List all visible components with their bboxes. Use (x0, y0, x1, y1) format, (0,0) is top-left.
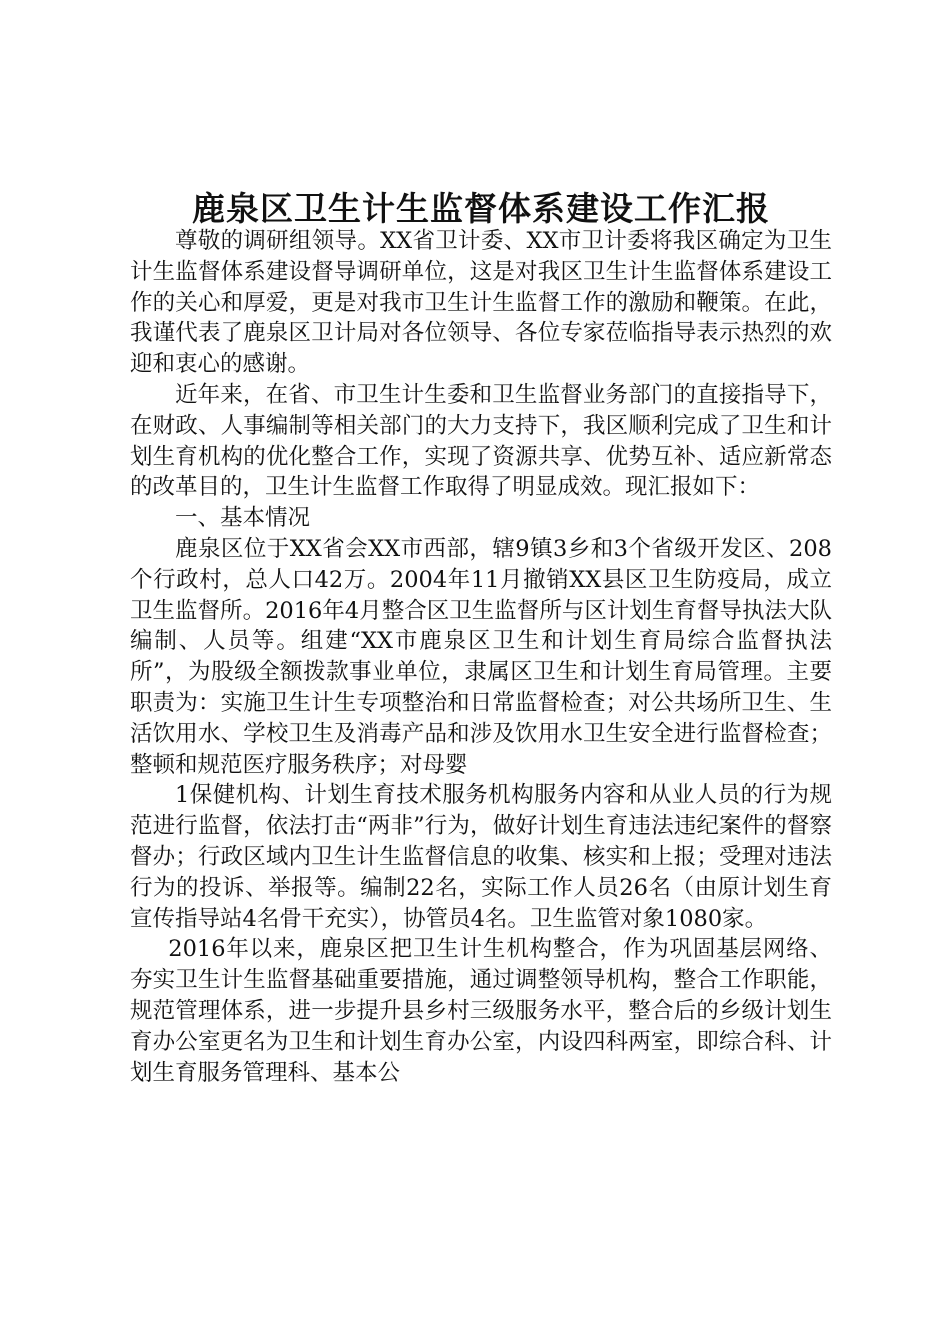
paragraph-greeting: 尊敬的调研组领导。XX省卫计委、XX市卫计委将我区确定为卫生计生监督体系建设督导调研单位，这是对我区卫生计生监督体系建设工作的关心和厚爱，更是对我市卫生计生监督工作的激励和鞭策。在此，我谨代表了鹿泉区卫计局对各位领导、各位专家莅临指导表示热烈的欢迎和衷心的感谢。 (130, 228, 832, 378)
document-page (130, 186, 832, 1088)
paragraph-overview: 近年来，在省、市卫生计生委和卫生监督业务部门的直接指导下，在财政、人事编制等相关部门的大力支持下，我区顺利完成了卫生和计划生育机构的优化整合工作，实现了资源共享、优势互补、适应新常态的改革目的，卫生计生监督工作取得了明显成效。现汇报如下： (130, 381, 832, 501)
paragraph-duties-continued: 1保健机构、计划生育技术服务机构服务内容和从业人员的行为规范进行监督，依法打击“两非”行为，做好计划生育违法违纪案件的督察督办；行政区域内卫生计生监督信息的收集、核实和上报；受理对违法行为的投诉、举报等。编制22名，实际工作人员26名（由原计划生育宣传指导站4名骨干充实），协管员4名。卫生监管对象1080家。 (130, 782, 832, 932)
section-heading-basic-situation: 一、基本情况 (175, 505, 311, 532)
document-title: 鹿泉区卫生计生监督体系建设工作汇报 (192, 189, 770, 228)
paragraph-basic-situation: 鹿泉区位于XX省会XX市西部，辖9镇3乡和3个省级开发区、208个行政村，总人口42万。2004年11月撤销XX县区卫生防疫局，成立卫生监督所。2016年4月整合区卫生监督所与区计划生育督导执法大队编制、人员等。组建“XX市鹿泉区卫生和计划生育局综合监督执法所”，为股级全额拨款事业单位，隶属区卫生和计划生育局管理。主要职责为：实施卫生计生专项整治和日常监督检查；对公共场所卫生、生活饮用水、学校卫生及消毒产品和涉及饮用水卫生安全进行监督检查；整顿和规范医疗服务秩序；对母婴 (130, 535, 832, 778)
paragraph-integration: 2016年以来，鹿泉区把卫生计生机构整合，作为巩固基层网络、夯实卫生计生监督基础重要措施，通过调整领导机构，整合工作职能，规范管理体系，进一步提升县乡村三级服务水平，整合后的乡级计划生育办公室更名为卫生和计划生育办公室，内设四科两室，即综合科、计划生育服务管理科、基本公 (130, 936, 832, 1086)
